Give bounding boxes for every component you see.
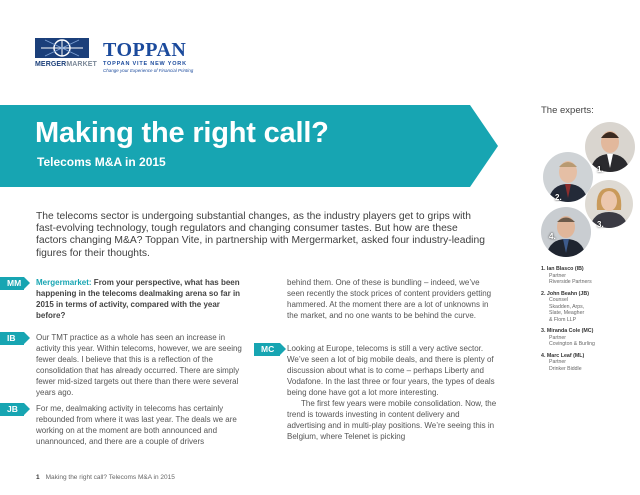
speaker-tag-ib: IB bbox=[0, 332, 24, 345]
toppan-tagline: Change your Experience of Financial Printing bbox=[103, 68, 194, 73]
expert-name: 3. Miranda Cole (MC) bbox=[541, 328, 594, 335]
mergermarket-logo bbox=[35, 38, 97, 68]
expert-firm: & Flom LLP bbox=[549, 316, 577, 323]
expert-firm: Slate, Meagher bbox=[549, 310, 585, 317]
answer-jb: For me, dealmaking activity in telecoms has certainly rebounded from where it was last year. The deals we are working on at the moment are both announced and unannounced, and there are a couple of drivers bbox=[36, 404, 237, 447]
expert-name: 4. Marc Leaf (ML) bbox=[541, 352, 585, 359]
expert-badge-1: 1. bbox=[597, 165, 604, 174]
expert-role: Partner bbox=[549, 334, 567, 341]
answer-mc-continued: The first few years were mobile consolidation. Now, the trend is towards investing in content delivery and advertising and in multi-play positions. We’re seeing this in Belgium, where Telenet is picking bbox=[287, 399, 497, 442]
speaker-tag-mc: MC bbox=[254, 343, 280, 356]
mergermarket-wordmark: MERGERMARKET bbox=[35, 61, 97, 68]
answer-mc: Looking at Europe, telecoms is still a very active sector. We’ve seen a lot of big mobile deals, and there is plenty of discussion about what is to come – perhaps Liberty and Vodafone. In the last three or four years, the types of deals being done have got a lot more interesting. bbox=[287, 344, 495, 398]
page-number: 1 bbox=[36, 474, 40, 481]
answer-jb-continued: behind them. One of these is bundling – indeed, we’ve seen recently the stock prices of content providers getting hammered. At the moment there are a lot of unknowns in the market, and no one wants to be behind the curve. bbox=[287, 278, 492, 321]
toppan-subtitle: TOPPAN VITE NEW YORK bbox=[103, 61, 187, 67]
expert-name: 1. Ian Blasco (IB) bbox=[541, 266, 584, 272]
page-footer bbox=[36, 474, 175, 481]
toppan-logo bbox=[103, 40, 193, 73]
question-lead: Mergermarket: bbox=[36, 278, 92, 287]
expert-photo-3 bbox=[585, 180, 633, 228]
page-subtitle: Telecoms M&A in 2015 bbox=[37, 155, 166, 169]
answer-ib: Our TMT practice as a whole has seen an increase in activity this year. Within telecoms, however, we are seeing fewer deals. I believe that this is a reflection of the consolidation that has already occurred. There are simply fewer mid-sized targets out there than there were several years ago. bbox=[36, 333, 242, 398]
expert-entry bbox=[541, 291, 637, 323]
footer-text: Making the right call? Telecoms M&A in 2015 bbox=[45, 474, 175, 481]
expert-badge-2: 2. bbox=[555, 193, 562, 202]
mergermarket-globe-icon bbox=[35, 38, 89, 58]
expert-role: Partner bbox=[549, 272, 567, 279]
page-title: Making the right call? bbox=[35, 117, 329, 149]
experts-heading: The experts: bbox=[541, 105, 594, 116]
expert-badge-4: 4. bbox=[549, 232, 556, 241]
toppan-wordmark: TOPPAN bbox=[103, 39, 187, 61]
expert-entry bbox=[541, 328, 637, 348]
question-mm bbox=[36, 277, 248, 321]
expert-firm: Skadden, Arps, bbox=[549, 303, 585, 310]
expert-photo-2 bbox=[543, 152, 593, 202]
expert-firm: Drinker Biddle bbox=[549, 365, 582, 372]
expert-role: Counsel bbox=[549, 297, 569, 304]
expert-entry bbox=[541, 266, 637, 286]
intro-paragraph: The telecoms sector is undergoing substantial changes, as the industry players get to grips with fast-evolving technology, tough regulators and changing consumer tastes. But how are these factors changing M&A? Toppan Vite, in partnership with Mergermarket, asked four industry-leading figures for their thoughts. bbox=[36, 211, 485, 259]
expert-firm: Riverside Partners bbox=[549, 279, 592, 286]
expert-photo-1 bbox=[585, 122, 635, 172]
expert-firm: Covington & Burling bbox=[549, 341, 595, 348]
speaker-tag-mm: MM bbox=[0, 277, 24, 290]
experts-list bbox=[541, 266, 637, 377]
expert-name: 2. John Beahn (JB) bbox=[541, 290, 589, 297]
speaker-tag-jb: JB bbox=[0, 403, 24, 416]
expert-entry bbox=[541, 353, 637, 373]
expert-role: Partner bbox=[549, 359, 567, 366]
question-text: From your perspective, what has been happening in the telecoms dealmaking arena so far in 2015 in terms of activity, compared with the year before? bbox=[36, 278, 241, 321]
expert-badge-3: 3. bbox=[597, 220, 604, 229]
